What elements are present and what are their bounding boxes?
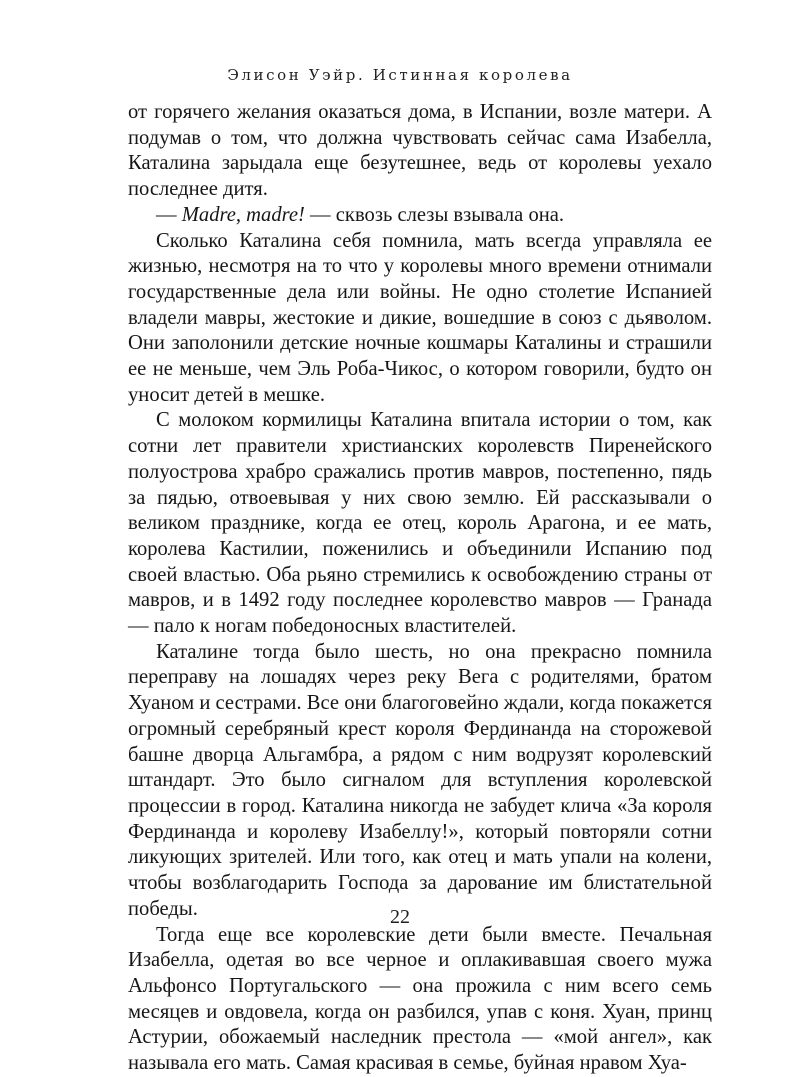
paragraph-6: Тогда еще все королевские дети были вместе. Печальная Изабелла, одетая во все черное и оплакивавшая своего мужа Альфонсо Португальского — она прожила с ним всего семь месяцев и овдовела, когда он разбился, упав с коня. Хуан, принц Астурии, обожаемый наследник престола — «мой ангел», как называла его мать. Самая красивая в семье, буйная нравом Хуа- [128, 923, 712, 1075]
paragraph-4: С молоком кормилицы Каталина впитала истории о том, как сотни лет правители христианских королевств Пиренейского полуострова храбро сражались против мавров, постепенно, пядь за пядью, отвоевывая у них свою землю. Ей рассказывали о великом празднике, когда ее отец, король Арагона, и ее мать, королева Кастилии, поженились и объединили Испанию под своей властью. Оба рьяно стремились к освобождению страны от мавров, и в 1492 году последнее королевство мавров — Гранада — пало к ногам победоносных властителей. [128, 409, 712, 638]
text-body [128, 100, 712, 1077]
page-number: 22 [390, 906, 410, 928]
dialogue-rest: — сквозь слезы взывала она. [304, 203, 565, 226]
dialogue-italic: Madre, madre! [181, 203, 305, 226]
dialogue-dash: — [156, 203, 182, 226]
paragraph-2-dialogue [128, 203, 712, 229]
paragraph-5: Каталине тогда было шесть, но она прекрасно помнила переправу на лошадях через реку Вега с родителями, братом Хуаном и сестрами. Все они благоговейно ждали, когда покажется огромный серебряный крест короля Фердинанда на сторожевой башне дворца Альгамбра, а рядом с ним водрузят королевский штандарт. Это было сигналом для вступления королевской процессии в город. Каталина никогда не забудет клича «За короля Фердинанда и королеву Изабеллу!», который повторяли сотни ликующих зрителей. Или того, как отец и мать упали на колени, чтобы возблагодарить Господа за дарование им блистательной победы. [128, 640, 712, 920]
running-head: Элисон Уэйр. Истинная королева [227, 66, 573, 84]
paragraph-1: от горячего желания оказаться дома, в Испании, возле матери. А подумав о том, что должна чувствовать сейчас сама Изабелла, Каталина зарыдала еще безутешнее, ведь от королевы уехало последнее дитя. [128, 101, 712, 201]
paragraph-3: Сколько Каталина себя помнила, мать всегда управляла ее жизнью, несмотря на то что у королевы много времени отнимали государственные дела или войны. Не одно столетие Испанией владели мавры, жестокие и дикие, вошедшие в союз с дьяволом. Они заполонили детские ночные кошмары Каталины и страшили ее не меньше, чем Эль Роба-Чикос, о котором говорили, будто он уносит детей в мешке. [128, 229, 712, 406]
